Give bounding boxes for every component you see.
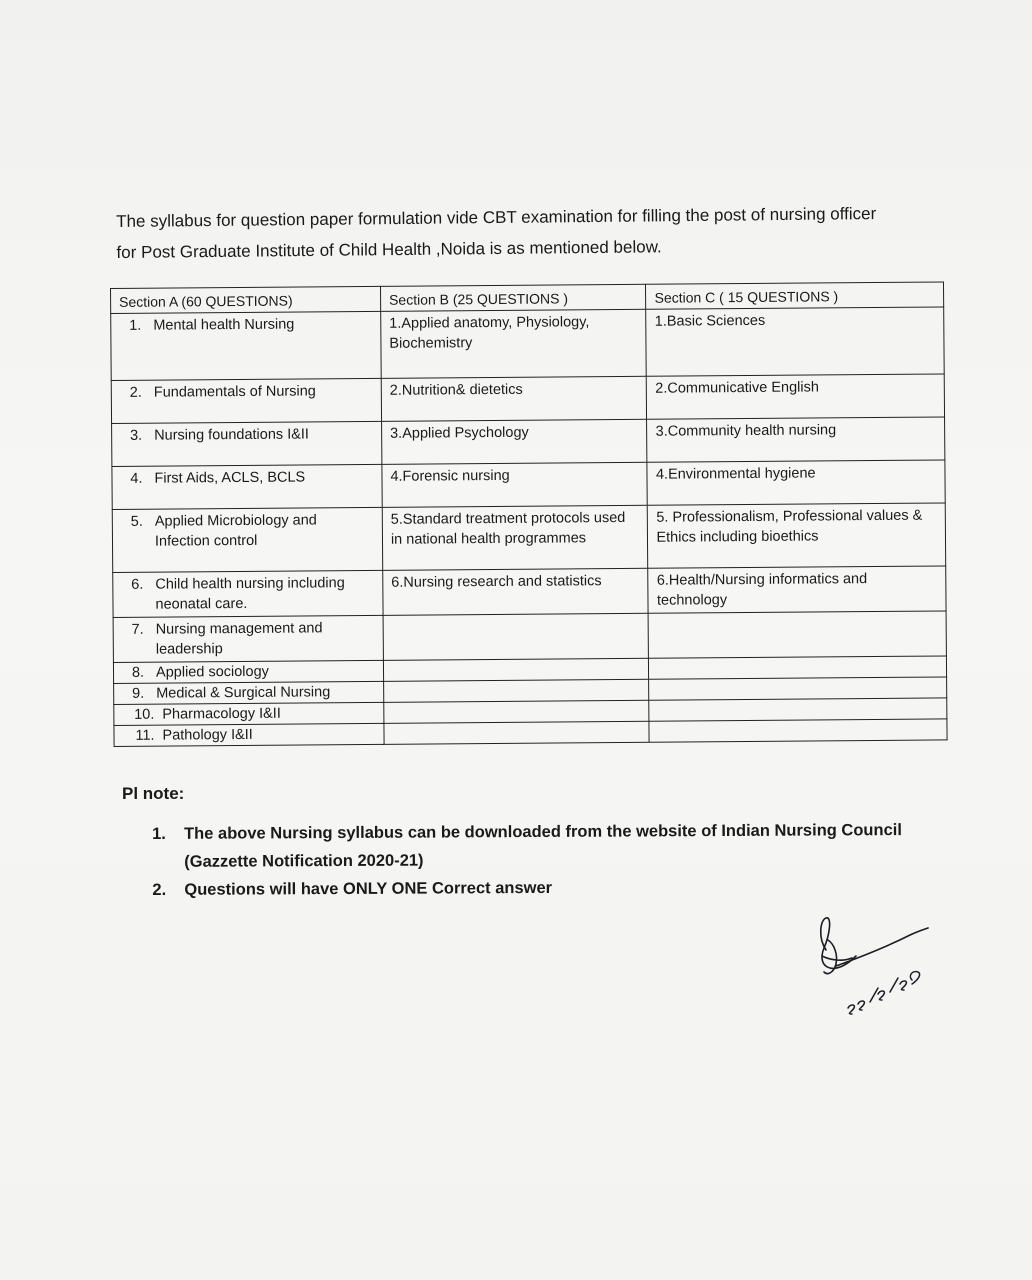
header-section-c: Section C ( 15 QUESTIONS ) — [646, 282, 944, 309]
table-row — [111, 374, 944, 424]
header-section-a: Section A (60 QUESTIONS) — [111, 286, 381, 313]
section-a-cell — [112, 507, 382, 572]
syllabus-table — [110, 281, 948, 747]
table-row — [112, 503, 945, 573]
item-text: Child health nursing including neonatal care. — [155, 575, 345, 613]
item-number: 1. — [129, 317, 142, 334]
section-b-cell-empty — [384, 679, 650, 702]
section-b-cell-empty — [383, 658, 649, 681]
note-list — [152, 816, 932, 904]
section-b-cell-empty — [384, 721, 650, 744]
intro-line-2: for Post Graduate Institute of Child Health ,Noida is as mentioned below. — [116, 237, 662, 262]
section-c-cell-empty — [649, 719, 947, 742]
section-c-cell-empty — [649, 611, 947, 658]
section-a-cell — [112, 464, 382, 509]
section-a-cell — [113, 570, 383, 617]
item-text: Nursing foundations I&II — [154, 426, 309, 444]
section-c-cell-empty — [649, 656, 947, 679]
table-row — [112, 460, 945, 510]
section-a-cell — [113, 660, 383, 683]
section-b-cell: 5.Standard treatment protocols used in national health programmes — [382, 505, 648, 570]
section-c-cell: 2.Communicative English — [647, 374, 945, 419]
table-row — [111, 307, 945, 381]
item-text: Applied sociology — [155, 663, 269, 681]
table-row — [112, 417, 945, 467]
section-a-cell — [113, 615, 383, 662]
section-a-cell — [114, 702, 384, 725]
section-a-cell — [111, 311, 381, 380]
item-text: Mental health Nursing — [153, 316, 295, 334]
item-number: 7. — [131, 621, 144, 638]
item-text: Nursing management and leadership — [155, 620, 323, 658]
item-text: First Aids, ACLS, BCLS — [154, 469, 306, 487]
section-c-cell: 6.Health/Nursing informatics and technology — [648, 566, 946, 613]
item-number: 6. — [131, 576, 144, 593]
section-b-cell: 2.Nutrition& dietetics — [381, 376, 647, 421]
table-row — [113, 566, 946, 618]
item-text: Pathology I&II — [162, 726, 253, 744]
item-number: 3. — [130, 427, 143, 444]
section-b-cell: 6.Nursing research and statistics — [383, 568, 649, 615]
section-b-cell: 1.Applied anatomy, Physiology, Biochemistry — [381, 309, 647, 378]
item-number: 2. — [129, 384, 142, 401]
item-number: 9. — [132, 685, 145, 702]
section-b-cell: 3.Applied Psychology — [381, 419, 647, 464]
section-a-cell — [112, 421, 382, 466]
note-text: The above Nursing syllabus can be downloaded from the website of Indian Nursing Council (Gazzette Notification 2020-21) — [184, 821, 902, 871]
item-text: Pharmacology I&II — [162, 705, 281, 723]
section-c-cell: 5. Professionalism, Professional values & Ethics including bioethics — [648, 503, 946, 568]
item-text: Applied Microbiology and Infection control — [154, 512, 317, 550]
section-a-cell — [111, 378, 381, 423]
note-number: 1. — [152, 824, 166, 843]
handwritten-signature — [808, 910, 938, 1020]
item-text: Medical & Surgical Nursing — [156, 684, 331, 702]
section-b-cell-empty — [384, 700, 650, 723]
section-a-cell — [114, 723, 384, 746]
item-number: 5. — [130, 513, 143, 530]
item-number: 4. — [130, 470, 143, 487]
section-c-cell: 4.Environmental hygiene — [647, 460, 945, 505]
section-a-cell — [114, 681, 384, 704]
section-c-cell: 1.Basic Sciences — [646, 307, 944, 376]
section-b-cell-empty — [383, 613, 649, 660]
item-number: 10. — [134, 706, 155, 723]
table-row — [113, 611, 946, 663]
note-heading: Pl note: — [122, 784, 185, 803]
section-c-cell-empty — [649, 677, 947, 700]
list-item — [152, 872, 932, 904]
section-b-cell: 4.Forensic nursing — [382, 462, 648, 507]
item-text: Fundamentals of Nursing — [153, 383, 316, 401]
item-number: 11. — [135, 727, 155, 744]
list-item — [152, 816, 932, 876]
section-c-cell-empty — [649, 698, 947, 721]
intro-line-1: The syllabus for question paper formulation vide CBT examination for filling the post of nursing officer — [116, 204, 877, 231]
intro-paragraph — [116, 198, 917, 268]
note-number: 2. — [152, 880, 167, 899]
header-section-b: Section B (25 QUESTIONS ) — [380, 284, 646, 311]
note-text: Questions will have ONLY ONE Correct answer — [184, 878, 553, 899]
item-number: 8. — [131, 664, 145, 681]
section-c-cell: 3.Community health nursing — [647, 417, 945, 462]
